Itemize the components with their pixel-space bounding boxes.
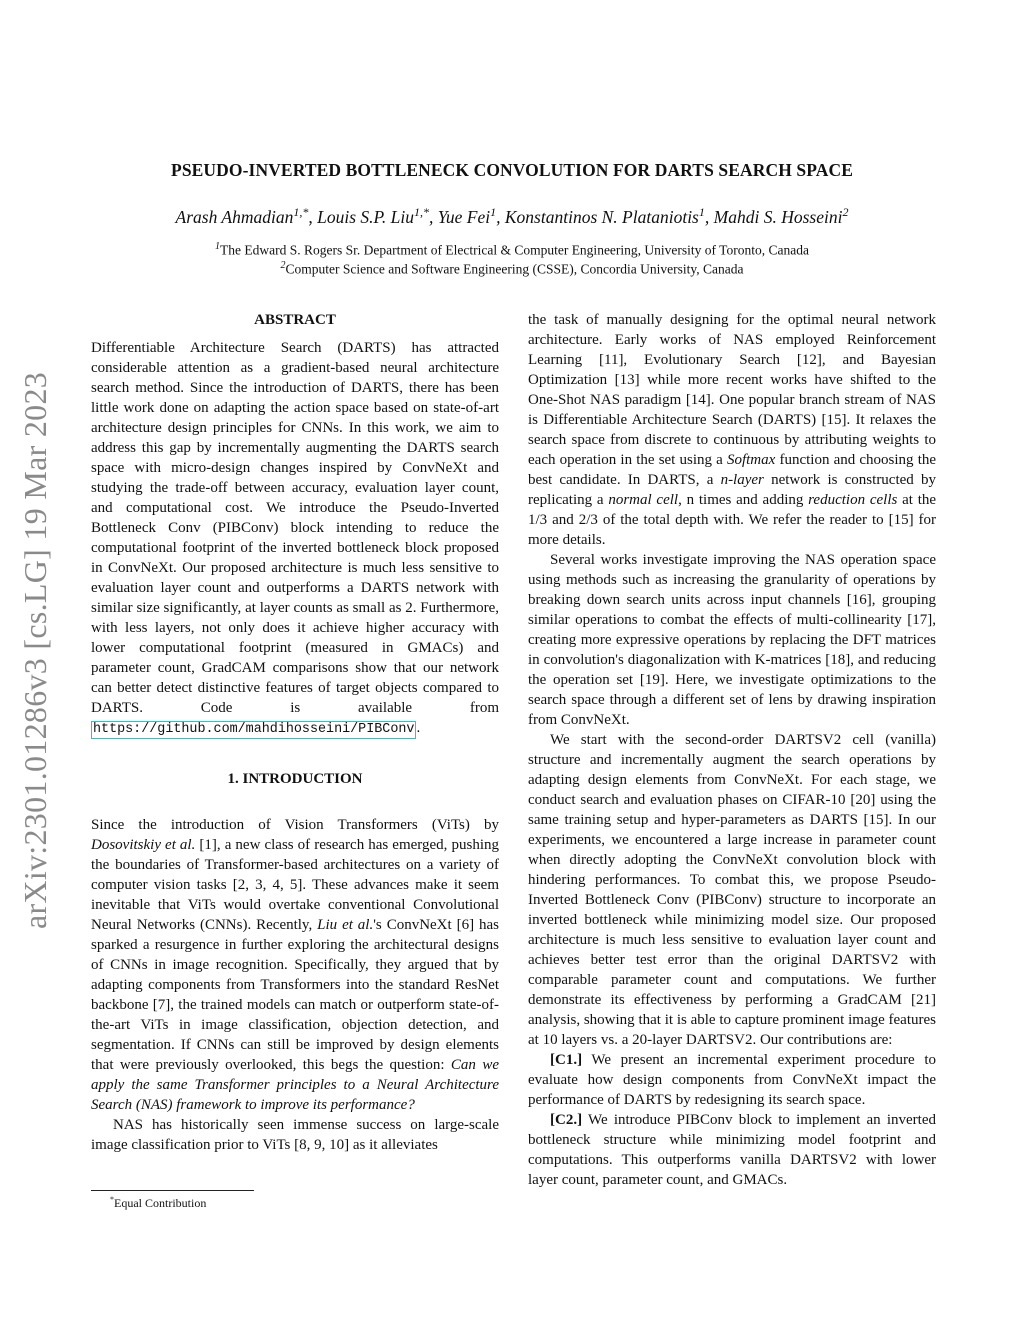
abstract-text: Differentiable Architecture Search (DARTS) has attracted considerable attention as a gradient-based neural architecture search method. Since the introduction of DARTS, there has been little work done on adapting the action space based on state-of-art architecture design principles for CNNs. In this work, we aim to address this gap by incrementally augmenting the DARTS search space with micro-design changes inspired by ConvNeXt and studying the trade-off between accuracy, evaluation layer count, and computational cost. We introduce the Pseudo-Inverted Bottleneck Conv (PIBConv) block intending to reduce the computational footprint of the inverted bottleneck block proposed in ConvNeXt. Our proposed architecture is much less sensitive to evaluation layer count and outperforms a DARTS network with similar size significantly, at layer counts as small as 2. Furthermore, with less layers, not only does it achieve higher accuracy with lower computational footprint (measured in GMACs) and parameter count, GradCAM comparisons show that our network can better detect distinctive features of target objects compared to DARTS. Code is available from: [91, 340, 499, 716]
code-link[interactable]: https://github.com/mahdihosseini/PIBConv: [93, 722, 415, 737]
body-emphasis: normal cell: [608, 492, 679, 508]
contribution-text: We introduce PIBConv block to implement an inverted bottleneck structure while minimizing model footprint and computations. This outperforms vanilla DARTSV2 with lower layer count, parameter count, and GMACs.: [528, 1112, 936, 1188]
body-emphasis: reduction cells: [808, 492, 898, 508]
affiliation-1: [0, 241, 1024, 259]
author-mark: 1: [698, 205, 705, 219]
intro-emphasis: Liu et al.: [317, 917, 374, 933]
author: Arash Ahmadian: [175, 206, 294, 227]
arxiv-identifier: arXiv:2301.01286v3 [cs.LG] 19 Mar 2023: [17, 371, 54, 929]
intro-text: [1], a new class of research has emerged, pushing the boundaries of Transformer-based architectures on a variety of computer vision tasks [2, 3, 4, 5]. These advances make it seem inevitable that ViTs would overtake conventional Convolutional Neural Networks (CNNs). Recently,: [91, 837, 499, 933]
body-text: the task of manually designing for the optimal neural network architecture. Early works of NAS employed Reinforcement Learning [11], Evolutionary Search [12], and Bayesian Optimization [13] while more recent works have shifted to the One-Shot NAS paradigm [14]. One popular branch stream of NAS is Differentiable Architecture Search (DARTS) [15]. It relaxes the search space from discrete to continuous by attributing weights to each operation in the set using a: [528, 312, 936, 468]
body-text: function and choosing the best candidate. In DARTS, a: [528, 452, 937, 488]
intro-paragraph-1: [91, 815, 499, 1115]
footnote-rule: [91, 1190, 254, 1191]
body-text: network is constructed by replicating a: [528, 472, 936, 508]
intro-text: Since the introduction of Vision Transformers (ViTs) by: [91, 817, 499, 833]
left-column: [91, 310, 499, 1155]
affiliation-text: Computer Science and Software Engineering (CSSE), Concordia University, Canada: [285, 261, 744, 277]
contribution-c1: [528, 1050, 936, 1110]
author: Mahdi S. Hosseini: [713, 206, 843, 227]
body-emphasis: n-layer: [720, 472, 764, 488]
contribution-c2: [528, 1110, 936, 1190]
footnote-text: Equal Contribution: [114, 1196, 207, 1210]
affiliation-mark: 1: [215, 241, 221, 252]
abstract-body: Differentiable Architecture Search (DARTS) has attracted considerable attention as a gradient-based neural architecture search method. Since the introduction of DARTS, there has been little work done on adapting the action space based on state-of-art architecture design principles for CNNs. In this work, we aim to address this gap by incrementally augmenting the DARTS search space with micro-design changes inspired by ConvNeXt and studying the trade-off between accuracy, evaluation layer count, and computational cost. We introduce the Pseudo-Inverted Bottleneck Conv (PIBConv) block intending to reduce the computational footprint of the inverted bottleneck block proposed in ConvNeXt. Our proposed architecture is much less sensitive to evaluation layer count and outperforms a DARTS network with similar size significantly, at layer counts as small as 2. Furthermore, with less layers, not only does it achieve higher accuracy with lower computational footprint (measured in GMACs) and parameter count, GradCAM comparisons show that our network can better detect distinctive features of target objects compared to DARTS. Code is available from https://github.com/mahdihosseini/PIBConv .: [91, 340, 499, 737]
footnote: *Equal Contribution: [110, 1195, 207, 1210]
body-text: at the 1/3 and 2/3 of the total depth with. We refer the reader to [15] for more details.: [528, 492, 937, 548]
affiliation-mark: 2: [280, 260, 286, 271]
affiliation-2: [0, 260, 1024, 278]
author: Yue Fei: [437, 206, 491, 227]
body-emphasis: Softmax: [726, 452, 776, 468]
paper-title: PSEUDO-INVERTED BOTTLENECK CONVOLUTION FOR DARTS SEARCH SPACE: [171, 160, 853, 180]
abstract-heading: ABSTRACT: [254, 312, 336, 328]
author-mark: 2: [842, 205, 849, 219]
contribution-text: We present an incremental experiment procedure to evaluate how design components from ConvNeXt impact the performance of DARTS by redesigning its search space.: [528, 1052, 936, 1108]
affiliation-text: The Edward S. Rogers Sr. Department of Electrical & Computer Engineering, University of Toronto, Canada: [220, 242, 809, 258]
intro-text: 's ConvNeXt [6] has sparked a resurgence in further exploring the architectural designs of CNNs in image recognition. Specifically, they argued that by adapting components from Transformers into the standard ResNet backbone [7], the trained models can match or outperform state-of-the-art ViTs in image classification, objection detection, and segmentation. If CNNs can still be improved by design elements that were previously overlooked, this begs the question:: [91, 917, 499, 1073]
arxiv-side-stamp: [16, 350, 56, 950]
right-paragraph-3: We start with the second-order DARTSV2 cell (vanilla) structure and incrementally augment the search operations by adapting design elements from ConvNeXt. For each stage, we conduct search and evaluation phases on CIFAR-10 [20] using the same training setup and hyper-parameters as DARTS [15]. In our experiments, we encountered a large increase in parameter count when directly adopting the ConvNeXt convolution block with hindering performances. To combat this, we propose Pseudo-Inverted Bottleneck Conv (PIBConv) structure to incorporate an inverted bottleneck while minimizing model size. Our proposed architecture is much less sensitive to evaluation layer count and achieves better test error than the original DARTSV2 with comparable parameter count and computations. We further demonstrate its effectiveness by performing a GradCAM [21] analysis, showing that it is able to capture prominent image features at 10 layers vs. a 20-layer DARTSV2. Our contributions are:: [528, 732, 936, 1048]
right-paragraph-2: Several works investigate improving the NAS operation space using methods such as increasing the granularity of operations by breaking down search units across input channels [16], grouping similar operations to combat the effects of multi-collinearity [17], creating more expressive operations by replacing the DFT matrices in convolution's diagonalization with K-matrices [18], and reducing the operation set [19]. Here, we investigate optimizations to the search space through a different set of lens by drawing inspiration from ConvNeXt.: [528, 552, 936, 728]
right-paragraph-1: [528, 310, 936, 550]
author-list: Arash Ahmadian$^{1,*}$, Louis S.P. Liu$^{1,*}$, Yue Fei$^1$, Konstantinos N. Plataniotis$^1$, Mahdi S. Hosseini$^2$: [175, 205, 849, 227]
author-mark: 1: [490, 205, 497, 219]
intro-question: Can we apply the same Transformer principles to a Neural Architecture Search (NAS) framework to improve its performance?: [91, 1057, 499, 1113]
body-text: , n times and adding: [678, 492, 804, 508]
author-mark: 1,*: [293, 205, 309, 219]
intro-paragraph-2: NAS has historically seen immense success on large-scale image classification prior to ViTs [8, 9, 10] as it alleviates: [91, 1117, 499, 1153]
contribution-label: [C1.]: [550, 1052, 583, 1068]
introduction-heading: 1. INTRODUCTION: [227, 771, 363, 787]
intro-emphasis: Dosovitskiy et al.: [91, 837, 196, 853]
contribution-label: [C2.]: [550, 1112, 583, 1128]
author-mark: 1,*: [414, 205, 430, 219]
right-column: [528, 310, 936, 1190]
author: Konstantinos N. Plataniotis: [504, 206, 699, 227]
author: Louis S.P. Liu: [317, 206, 415, 227]
